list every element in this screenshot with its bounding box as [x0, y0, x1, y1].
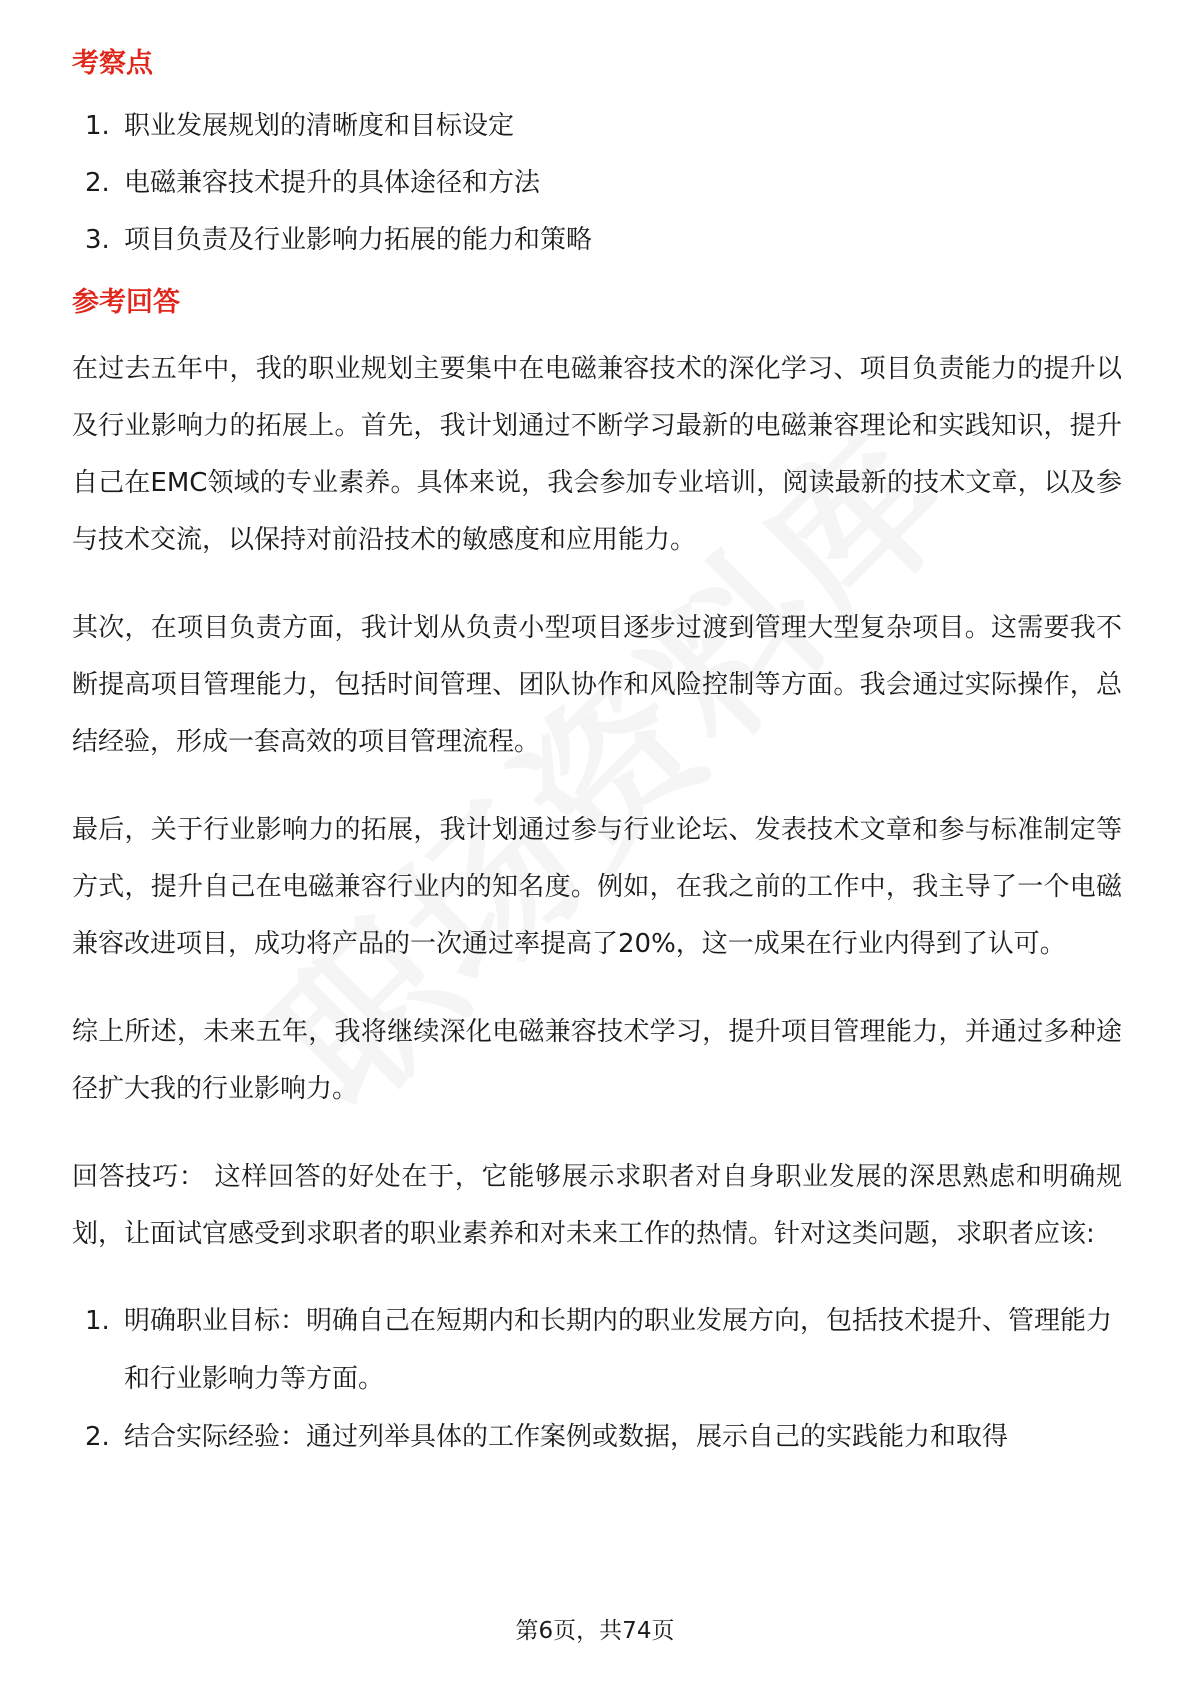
list-item — [72, 1292, 1122, 1408]
key-points-list — [72, 98, 1122, 269]
list-number: 2. — [85, 168, 110, 198]
page-number-footer: 第6页，共74页 — [515, 1618, 675, 1644]
answer-paragraph: 在过去五年中，我的职业规划主要集中在电磁兼容技术的深化学习、项目负责能力的提升以及行业影响力的拓展上。首先，我计划通过不断学习最新的电磁兼容理论和实践知识，提升自己在EMC领域的专业素养。具体来说，我会参加专业培训，阅读最新的技术文章，以及参与技术交流，以保持对前沿技术的敏感度和应用能力。 — [72, 354, 1122, 555]
list-number: 2. — [85, 1422, 110, 1452]
answer-heading: 参考回答 — [72, 287, 180, 318]
list-number: 3. — [85, 225, 110, 255]
list-item — [72, 98, 1122, 155]
list-item-text: 电磁兼容技术提升的具体途径和方法 — [124, 168, 541, 198]
answer-paragraph: 综上所述，未来五年，我将继续深化电磁兼容技术学习，提升项目管理能力，并通过多种途径扩大我的行业影响力。 — [72, 1017, 1122, 1104]
list-item-text: 职业发展规划的清晰度和目标设定 — [124, 111, 515, 141]
answer-paragraph: 最后，关于行业影响力的拓展，我计划通过参与行业论坛、发表技术文章和参与标准制定等方式，提升自己在电磁兼容行业内的知名度。例如，在我之前的工作中，我主导了一个电磁兼容改进项目，成功将产品的一次通过率提高了20%，这一成果在行业内得到了认可。 — [72, 815, 1122, 959]
list-number: 1. — [85, 111, 110, 141]
list-number: 1. — [85, 1306, 110, 1336]
tips-list — [72, 1292, 1122, 1466]
list-item — [72, 1408, 1122, 1466]
list-item-text: 明确职业目标：明确自己在短期内和长期内的职业发展方向，包括技术提升、管理能力和行业影响力等方面。 — [124, 1306, 1113, 1394]
answer-paragraph: 其次，在项目负责方面，我计划从负责小型项目逐步过渡到管理大型复杂项目。这需要我不断提高项目管理能力，包括时间管理、团队协作和风险控制等方面。我会通过实际操作，总结经验，形成一套高效的项目管理流程。 — [72, 613, 1122, 757]
list-item-text: 结合实际经验：通过列举具体的工作案例或数据，展示自己的实践能力和取得 — [124, 1422, 1009, 1452]
list-item — [72, 212, 1122, 269]
page-content — [72, 44, 1122, 1466]
list-item — [72, 155, 1122, 212]
list-item-text: 项目负责及行业影响力拓展的能力和策略 — [124, 225, 593, 255]
answer-tips-paragraph: 回答技巧： 这样回答的好处在于，它能够展示求职者对自身职业发展的深思熟虑和明确规划，让面试官感受到求职者的职业素养和对未来工作的热情。针对这类问题，求职者应该: — [72, 1162, 1122, 1249]
key-points-heading: 考察点 — [72, 48, 153, 79]
